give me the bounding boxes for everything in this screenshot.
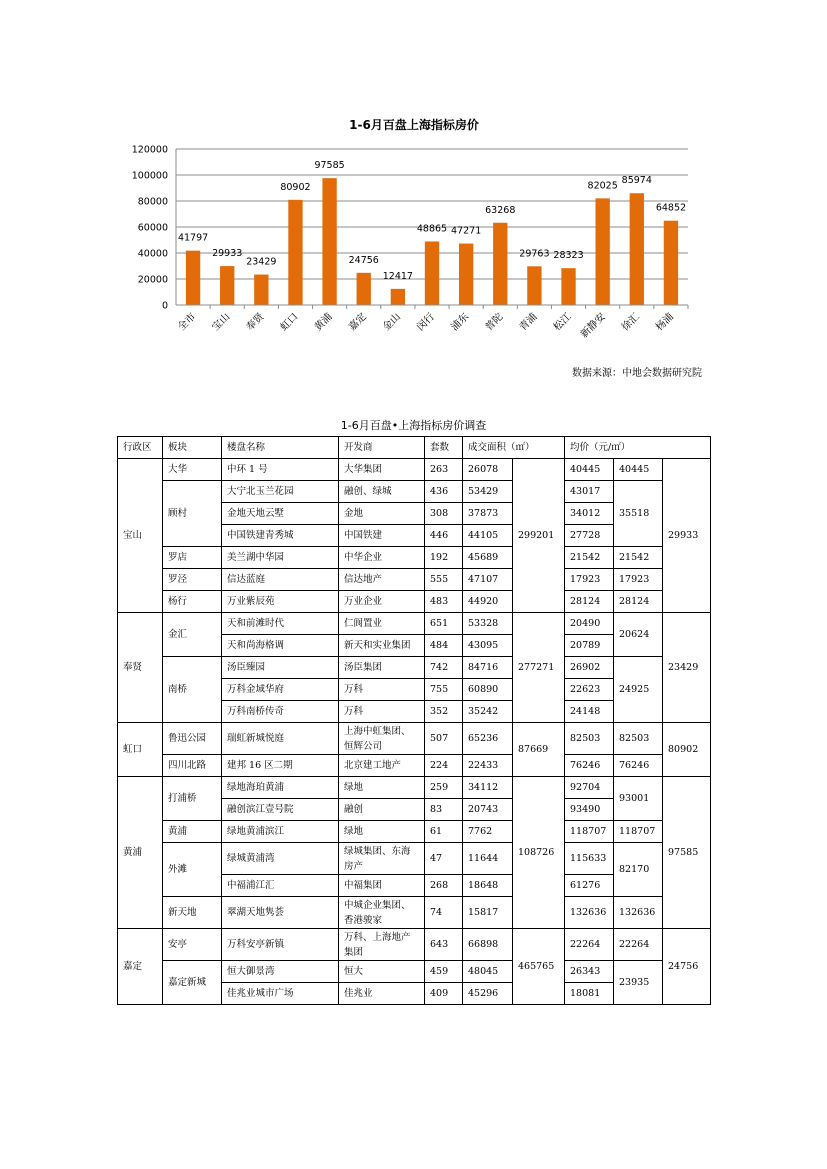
table-cell: 瑞虹新城悦庭 xyxy=(222,723,339,755)
table-row xyxy=(118,481,711,503)
table-cell: 45296 xyxy=(463,983,513,1005)
table-cell: 17923 xyxy=(614,569,663,591)
table-cell: 26078 xyxy=(463,459,513,481)
table-cell: 万业紫辰苑 xyxy=(222,591,339,613)
table-cell: 恒大御景湾 xyxy=(222,961,339,983)
table-cell: 大华集团 xyxy=(339,459,425,481)
y-tick-label: 40000 xyxy=(137,248,168,260)
table-cell: 23935 xyxy=(614,961,663,1005)
table-cell: 仁阆置业 xyxy=(339,613,425,635)
table-cell: 82503 xyxy=(614,723,663,755)
table-cell: 黄浦 xyxy=(163,821,222,843)
table-cell: 18081 xyxy=(565,983,614,1005)
table-cell: 万科、上海地产集团 xyxy=(339,929,425,961)
table-cell: 84716 xyxy=(463,657,513,679)
table-cell: 万科金域华府 xyxy=(222,679,339,701)
table-cell: 中国铁建青秀城 xyxy=(222,525,339,547)
table-cell: 76246 xyxy=(565,755,614,777)
x-tick-label: 黄浦 xyxy=(312,311,335,334)
y-tick-label: 100000 xyxy=(131,170,168,182)
table-cell: 651 xyxy=(425,613,463,635)
table-cell: 新天和实业集团 xyxy=(339,635,425,657)
table-cell: 82503 xyxy=(565,723,614,755)
data-label: 29933 xyxy=(212,248,243,260)
table-cell: 鲁迅公园 xyxy=(163,723,222,755)
table-row xyxy=(118,459,711,481)
x-tick-label: 嘉定 xyxy=(346,311,369,334)
table-cell: 绿城集团、东海房产 xyxy=(339,843,425,875)
header-cell: 成交面积（㎡） xyxy=(463,437,565,459)
x-tick-label: 金山 xyxy=(381,311,403,334)
table-cell: 93490 xyxy=(565,799,614,821)
table-cell: 大华 xyxy=(163,459,222,481)
bar xyxy=(459,244,473,305)
table-header-row xyxy=(118,437,711,459)
table-cell: 224 xyxy=(425,755,463,777)
table-cell: 23429 xyxy=(663,613,711,723)
table-cell: 7762 xyxy=(463,821,513,843)
table-cell: 金地天地云墅 xyxy=(222,503,339,525)
table-cell: 杨行 xyxy=(163,591,222,613)
y-tick-label: 60000 xyxy=(137,222,168,234)
table-cell: 南桥 xyxy=(163,657,222,723)
table-cell: 22433 xyxy=(463,755,513,777)
table-cell: 35242 xyxy=(463,701,513,723)
table-cell: 118707 xyxy=(614,821,663,843)
table-cell: 643 xyxy=(425,929,463,961)
table-cell: 132636 xyxy=(565,897,614,929)
table-cell: 汤臣集团 xyxy=(339,657,425,679)
table-cell: 上海中虹集团、恒辉公司 xyxy=(339,723,425,755)
header-cell: 楼盘名称 xyxy=(222,437,339,459)
data-label: 41797 xyxy=(177,232,209,244)
table-row xyxy=(118,821,711,843)
table-cell: 409 xyxy=(425,983,463,1005)
table-cell: 436 xyxy=(425,481,463,503)
table-cell: 66898 xyxy=(463,929,513,961)
table-cell: 24925 xyxy=(614,657,663,723)
table-cell: 74 xyxy=(425,897,463,929)
bar xyxy=(630,193,644,305)
table-cell: 融创、绿城 xyxy=(339,481,425,503)
table-cell: 192 xyxy=(425,547,463,569)
bar xyxy=(186,251,200,305)
table-cell: 555 xyxy=(425,569,463,591)
x-tick-label: 松江 xyxy=(551,311,574,334)
table-title: 1-6月百盘•上海指标房价调查 xyxy=(340,419,487,432)
table-cell: 万科南桥传奇 xyxy=(222,701,339,723)
table-cell: 352 xyxy=(425,701,463,723)
data-label: 12417 xyxy=(382,270,413,282)
table-row xyxy=(118,961,711,983)
table-cell: 北京建工地产 xyxy=(339,755,425,777)
table-cell: 446 xyxy=(425,525,463,547)
table-cell: 27728 xyxy=(565,525,614,547)
table-cell: 20490 xyxy=(565,613,614,635)
table-row xyxy=(118,843,711,875)
table-cell: 中城企业集团、香港骏家 xyxy=(339,897,425,929)
table-cell: 新天地 xyxy=(163,897,222,929)
table-cell: 259 xyxy=(425,777,463,799)
chart-title: 1-6月百盘上海指标房价 xyxy=(349,118,479,132)
table-row xyxy=(118,897,711,929)
table-cell: 43095 xyxy=(463,635,513,657)
table-cell: 34012 xyxy=(565,503,614,525)
y-tick-label: 20000 xyxy=(137,274,168,286)
table-cell: 绿地 xyxy=(339,777,425,799)
y-tick-label: 0 xyxy=(161,300,168,312)
bar xyxy=(357,273,371,305)
table-cell: 金汇 xyxy=(163,613,222,657)
table-cell: 虹口 xyxy=(118,723,163,777)
table-cell: 22264 xyxy=(614,929,663,961)
table-cell: 20743 xyxy=(463,799,513,821)
x-tick-label: 虹口 xyxy=(278,311,301,334)
table-cell: 中华企业 xyxy=(339,547,425,569)
table-cell: 40445 xyxy=(565,459,614,481)
table-cell: 佳兆业 xyxy=(339,983,425,1005)
table-cell: 罗泾 xyxy=(163,569,222,591)
table-cell: 21542 xyxy=(565,547,614,569)
data-label: 23429 xyxy=(246,256,277,268)
table-cell: 15817 xyxy=(463,897,513,929)
table-cell: 44105 xyxy=(463,525,513,547)
table-cell: 20624 xyxy=(614,613,663,657)
table-cell: 中国铁建 xyxy=(339,525,425,547)
table-cell: 17923 xyxy=(565,569,614,591)
table-cell: 53429 xyxy=(463,481,513,503)
table-cell: 28124 xyxy=(565,591,614,613)
x-tick-label: 徐汇 xyxy=(620,311,642,334)
table-cell: 打浦桥 xyxy=(163,777,222,821)
table-row xyxy=(118,777,711,799)
x-tick-label: 普陀 xyxy=(483,311,506,334)
table-row xyxy=(118,657,711,679)
x-tick-label: 新静安 xyxy=(578,311,608,341)
table-cell: 507 xyxy=(425,723,463,755)
table-cell: 嘉定 xyxy=(118,929,163,1005)
table-cell: 万业企业 xyxy=(339,591,425,613)
y-tick-label: 80000 xyxy=(137,196,168,208)
table-cell: 罗店 xyxy=(163,547,222,569)
table-cell: 115633 xyxy=(565,843,614,875)
bar xyxy=(391,289,405,305)
table-cell: 87669 xyxy=(513,723,565,777)
table-cell: 奉贤 xyxy=(118,613,163,723)
table-cell: 299201 xyxy=(513,459,565,613)
data-label: 24756 xyxy=(348,254,379,266)
table-cell: 嘉定新城 xyxy=(163,961,222,1005)
table-cell: 53328 xyxy=(463,613,513,635)
table-cell: 483 xyxy=(425,591,463,613)
table-cell: 755 xyxy=(425,679,463,701)
x-tick-label: 奉贤 xyxy=(244,311,267,334)
bar xyxy=(493,223,507,305)
table-cell: 美兰湖中华园 xyxy=(222,547,339,569)
table-cell: 四川北路 xyxy=(163,755,222,777)
table-cell: 外滩 xyxy=(163,843,222,897)
table-cell: 绿地 xyxy=(339,821,425,843)
table-row xyxy=(118,569,711,591)
bar-chart xyxy=(118,108,710,378)
data-label: 80902 xyxy=(280,181,311,193)
table-cell: 21542 xyxy=(614,547,663,569)
price-survey-table xyxy=(117,436,711,1005)
data-label: 85974 xyxy=(621,175,652,187)
table-cell: 47107 xyxy=(463,569,513,591)
table-cell: 29933 xyxy=(663,459,711,613)
table-cell: 28124 xyxy=(614,591,663,613)
table-cell: 742 xyxy=(425,657,463,679)
table-cell: 22264 xyxy=(565,929,614,961)
table-cell: 40445 xyxy=(614,459,663,481)
table-cell: 黄浦 xyxy=(118,777,163,929)
table-cell: 中环 1 号 xyxy=(222,459,339,481)
table-cell: 34112 xyxy=(463,777,513,799)
table-cell: 43017 xyxy=(565,481,614,503)
header-cell: 板块 xyxy=(163,437,222,459)
table-cell: 93001 xyxy=(614,777,663,821)
table-cell: 天和尚海格调 xyxy=(222,635,339,657)
table-cell: 268 xyxy=(425,875,463,897)
data-label: 63268 xyxy=(485,204,516,216)
x-tick-label: 闵行 xyxy=(415,311,438,334)
header-cell: 均价（元/㎡） xyxy=(565,437,711,459)
header-cell: 套数 xyxy=(425,437,463,459)
source-note: 数据来源：中地会数据研究院 xyxy=(572,368,702,379)
table-cell: 76246 xyxy=(614,755,663,777)
x-tick-label: 杨浦 xyxy=(654,311,677,334)
table-cell: 宝山 xyxy=(118,459,163,613)
chart-canvas xyxy=(118,108,710,378)
table-row xyxy=(118,591,711,613)
table-cell: 11644 xyxy=(463,843,513,875)
bar xyxy=(322,178,336,305)
table-cell: 20789 xyxy=(565,635,614,657)
table-cell: 24756 xyxy=(663,929,711,1005)
table-cell: 26343 xyxy=(565,961,614,983)
table-cell: 大宁北玉兰花园 xyxy=(222,481,339,503)
table-cell: 24148 xyxy=(565,701,614,723)
bar xyxy=(595,198,609,305)
table-cell: 484 xyxy=(425,635,463,657)
bar xyxy=(527,266,541,305)
table-cell: 37873 xyxy=(463,503,513,525)
table-cell: 万科 xyxy=(339,679,425,701)
table-cell: 48045 xyxy=(463,961,513,983)
table-cell: 97585 xyxy=(663,777,711,929)
data-label: 64852 xyxy=(655,202,687,214)
table-cell: 459 xyxy=(425,961,463,983)
table-cell: 80902 xyxy=(663,723,711,777)
table-cell: 308 xyxy=(425,503,463,525)
table-cell: 61 xyxy=(425,821,463,843)
header-cell: 开发商 xyxy=(339,437,425,459)
table-row xyxy=(118,547,711,569)
table-cell: 263 xyxy=(425,459,463,481)
table-cell: 绿地海珀黄浦 xyxy=(222,777,339,799)
x-tick-label: 全市 xyxy=(176,311,199,334)
table-cell: 65236 xyxy=(463,723,513,755)
table-cell: 18648 xyxy=(463,875,513,897)
data-label: 28323 xyxy=(553,250,584,262)
table-cell: 融创滨江壹号院 xyxy=(222,799,339,821)
table-cell: 465765 xyxy=(513,929,565,1005)
table-row xyxy=(118,613,711,635)
bar xyxy=(561,268,575,305)
table-cell: 金地 xyxy=(339,503,425,525)
table-cell: 信达蓝庭 xyxy=(222,569,339,591)
header-cell: 行政区 xyxy=(118,437,163,459)
table-cell: 118707 xyxy=(565,821,614,843)
table-cell: 信达地产 xyxy=(339,569,425,591)
table-cell: 汤臣臻园 xyxy=(222,657,339,679)
table-cell: 中福浦江汇 xyxy=(222,875,339,897)
table-cell: 44920 xyxy=(463,591,513,613)
table-cell: 26902 xyxy=(565,657,614,679)
y-tick-label: 120000 xyxy=(131,144,168,156)
bar xyxy=(220,266,234,305)
table-cell: 92704 xyxy=(565,777,614,799)
table-row xyxy=(118,929,711,961)
data-label: 82025 xyxy=(587,180,618,192)
table-cell: 47 xyxy=(425,843,463,875)
table-cell: 恒大 xyxy=(339,961,425,983)
data-label: 97585 xyxy=(314,160,345,172)
table-cell: 45689 xyxy=(463,547,513,569)
table-cell: 绿地黄浦滨江 xyxy=(222,821,339,843)
bar xyxy=(254,275,268,305)
table-cell: 翠湖天地隽荟 xyxy=(222,897,339,929)
table-cell: 天和前滩时代 xyxy=(222,613,339,635)
bar xyxy=(288,200,302,305)
table-cell: 万科 xyxy=(339,701,425,723)
bar xyxy=(425,241,439,305)
table-row xyxy=(118,755,711,777)
x-tick-label: 浦东 xyxy=(449,311,472,334)
table-cell: 佳兆业城市广场 xyxy=(222,983,339,1005)
table-cell: 35518 xyxy=(614,481,663,547)
table-cell: 60890 xyxy=(463,679,513,701)
table-cell: 61276 xyxy=(565,875,614,897)
table-cell: 建邦 16 区二期 xyxy=(222,755,339,777)
table-cell: 108726 xyxy=(513,777,565,929)
table-cell: 中福集团 xyxy=(339,875,425,897)
table-cell: 绿城黄浦湾 xyxy=(222,843,339,875)
table-cell: 83 xyxy=(425,799,463,821)
table-cell: 万科安亭新镇 xyxy=(222,929,339,961)
bar xyxy=(664,221,678,305)
data-label: 47271 xyxy=(451,225,482,237)
data-label: 29763 xyxy=(519,248,550,260)
table-cell: 安亭 xyxy=(163,929,222,961)
table-row xyxy=(118,723,711,755)
table-cell: 顾村 xyxy=(163,481,222,547)
table-cell: 277271 xyxy=(513,613,565,723)
table-cell: 132636 xyxy=(614,897,663,929)
table-cell: 82170 xyxy=(614,843,663,897)
data-label: 48865 xyxy=(416,223,448,235)
x-tick-label: 宝山 xyxy=(210,311,233,334)
x-tick-label: 青浦 xyxy=(517,311,540,334)
table-cell: 22623 xyxy=(565,679,614,701)
table-cell: 融创 xyxy=(339,799,425,821)
